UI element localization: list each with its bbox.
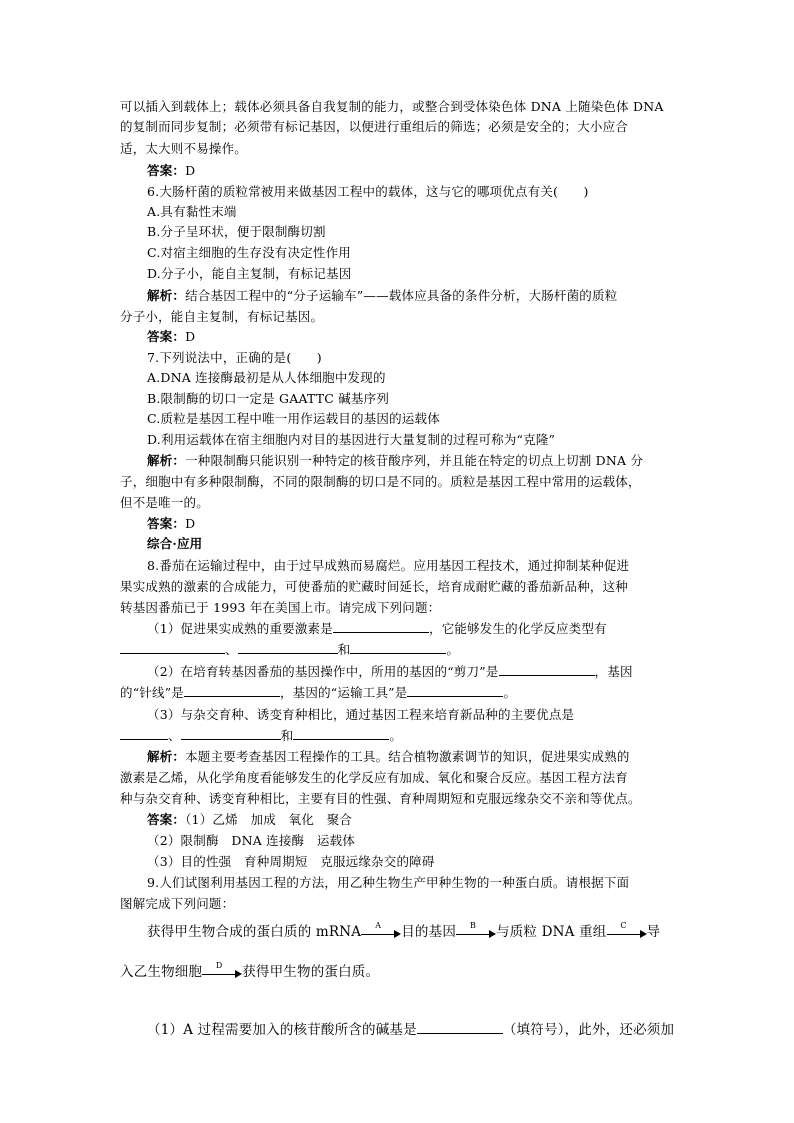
question-stem: 8.番茄在运输过程中，由于过早成熟而易腐烂。应用基因工程技术，通过抑制某种促进 [147,558,630,573]
answer-value: D [185,163,196,178]
text: 、 [225,642,238,657]
text: （1）促进果实成熟的重要激素是 [147,621,333,636]
option: D.分子小，能自主复制，有标记基因 [147,266,352,281]
text: 、 [168,728,181,743]
text: 。 [503,685,517,700]
analysis-label: 解析： [147,453,186,468]
flow-step: 导 [646,924,661,940]
text: 。 [389,728,403,743]
answer-blank[interactable] [184,683,280,697]
answer-blank[interactable] [238,640,338,654]
text: （2）在培育转基因番茄的基因操作中，所用的基因的“剪刀”是 [147,664,499,679]
answer-value: D [185,516,196,531]
answer-blank[interactable] [417,1020,503,1034]
analysis-text: 结合基因工程中的“分子运输车”——载体应具备的条件分析，大肠杆菌的质粒 [185,288,618,303]
question-stem: 6.大肠杆菌的质粒常被用来做基因工程中的载体，这与它的哪项优点有关( ) [147,184,589,199]
text: 和 [337,642,351,657]
sub-question [120,726,680,746]
option: C.质粒是基因工程中唯一用作运载目的基因的运载体 [147,411,440,426]
answer-blank[interactable] [333,619,429,633]
section-title: 综合·应用 [147,536,203,551]
answer-line [147,810,707,830]
text: （1）A 过程需要加入的核苷酸所含的碱基是 [147,1022,417,1038]
text: ，基因 [594,664,633,679]
arrow-label: A [375,920,382,930]
arrow-d-icon [202,960,242,980]
flow-step: 获得甲生物的蛋白质。 [242,964,380,980]
question-stem: 7.下列说法中，正确的是( ) [147,350,322,365]
sub-question [120,640,680,660]
analysis-text: 一种限制酶只能识别一种特定的核苷酸序列，并且能在特定的切点上切割 DNA 分 [185,453,644,468]
answer-label: 答案： [147,812,186,827]
arrow-label: B [469,920,477,930]
analysis-label: 解析： [147,288,186,303]
answer-blank[interactable] [499,662,595,676]
option: B.分子呈环状，便于限制酶切割 [147,224,326,239]
flow-step: 入乙生物细胞 [120,964,203,980]
answer-blank[interactable] [350,640,446,654]
option: A.DNA 连接酶最初是从人体细胞中发现的 [147,370,386,385]
answer-blank[interactable] [407,683,503,697]
sub-question [147,1020,707,1040]
analysis-line: 种与杂交育种、诱变育种相比，主要有目的性强、育种周期短和克服远缘杂交不亲和等优点。 [120,791,641,806]
answer-blank[interactable] [181,726,281,740]
text-line: 可以插入到载体上；载体必须具备自我复制的能力，或整合到受体染色体 DNA 上随染色体 DNA [120,99,664,114]
flow-step: 与质粒 DNA 重组 [496,924,607,940]
question-stem: 图解完成下列问题： [120,896,235,911]
answer-line [147,514,707,534]
arrow-a-icon [361,920,401,940]
question-stem: 9.人们试图利用基因工程的方法，用乙种生物生产甲种生物的一种蛋白质。请根据下面 [147,875,630,890]
answer-line [147,161,707,181]
analysis-text: 本题主要考查基因工程操作的工具。结合植物激素调节的知识，促进果实成熟的 [185,749,630,764]
arrow-c-icon [607,920,647,940]
text-line: 的复制而同步复制；必须带有标记基因，以便进行重组后的筛选；必须是安全的；大小应合 [120,119,629,134]
flow-step: 获得甲生物合成的蛋白质的 mRNA [147,924,362,940]
analysis-line [147,286,707,306]
text: 。 [446,642,460,657]
answer-line: （2）限制酶 DNA 连接酶 运载体 [147,833,356,848]
option: C.对宿主细胞的生存没有决定性作用 [147,245,351,260]
flow-diagram-line [120,962,680,982]
option: B.限制酶的切口一定是 GAATTC 碱基序列 [147,391,390,406]
analysis-line: 但不是唯一的。 [120,495,209,510]
option: D.利用运载体在宿主细胞内对目的基因进行大量复制的过程可称为“克隆” [147,432,556,447]
answer-blank[interactable] [120,640,225,654]
analysis-line: 激素是乙烯，从化学角度看能够发生的化学反应有加成、氧化和聚合反应。基因工程方法育 [120,770,629,785]
analysis-line [147,747,707,767]
option: A.具有黏性末端 [147,204,237,219]
text: 的“针线”是 [120,685,184,700]
question-stem: 转基因番茄已于 1993 年在美国上市。请完成下列问题： [120,600,441,615]
analysis-label: 解析： [147,749,186,764]
question-stem: 果实成熟的激素的合成能力，可使番茄的贮藏时间延长，培育成耐贮藏的番茄新品种，这种 [120,579,629,594]
text: （填符号），此外，还必须加 [502,1022,675,1038]
answer-label: 答案： [147,329,186,344]
answer-value: （1）乙烯 加成 氧化 聚合 [185,812,353,827]
sub-question [147,662,707,682]
answer-blank[interactable] [120,726,168,740]
analysis-line [147,451,707,471]
sub-question: （3）与杂交育种、诱变育种相比，通过基因工程来培育新品种的主要优点是 [147,707,575,722]
sub-question [120,683,680,703]
text: ，它能够发生的化学反应类型有 [428,621,607,636]
analysis-line: 分子小，能自主复制，有标记基因。 [120,309,324,324]
sub-question [147,619,707,639]
answer-line: （3）目的性强 育种周期短 克服远缘杂交的障碍 [147,854,435,869]
text-line: 适，太大则不易操作。 [120,141,248,156]
flow-diagram-line [147,922,707,942]
answer-line [147,327,707,347]
text: ，基因的“运输工具”是 [279,685,408,700]
answer-label: 答案： [147,163,186,178]
text: 和 [280,728,294,743]
arrow-label: D [215,960,223,970]
arrow-b-icon [456,920,496,940]
answer-blank[interactable] [293,726,389,740]
answer-value: D [185,329,196,344]
analysis-line: 子，细胞中有多种限制酶，不同的限制酶的切口是不同的。质粒是基因工程中常用的运载体， [120,474,641,489]
answer-label: 答案： [147,516,186,531]
flow-step: 目的基因 [401,924,457,940]
arrow-label: C [620,920,627,930]
